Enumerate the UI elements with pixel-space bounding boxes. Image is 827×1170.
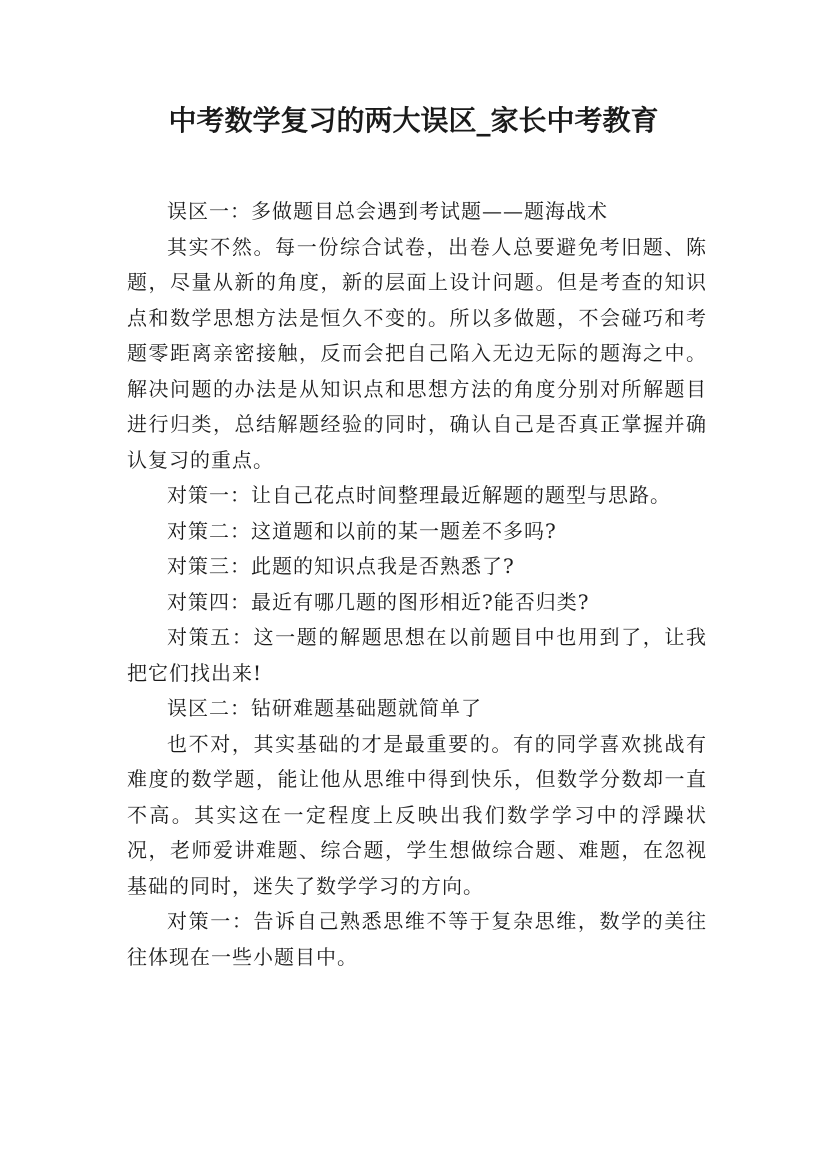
paragraph-misconception-2-strategy-1: 对策一：告诉自己熟悉思维不等于复杂思维，数学的美往往体现在一些小题目中。 — [127, 909, 707, 969]
document-title: 中考数学复习的两大误区_家长中考教育 — [168, 104, 659, 137]
paragraph-strategy-2: 对策二：这道题和以前的某一题差不多吗? — [167, 518, 557, 543]
paragraph-misconception-2-explanation: 也不对，其实基础的才是最重要的。有的同学喜欢挑战有难度的数学题，能让他从思维中得到快乐，但数学分数却一直不高。其实这在一定程度上反映出我们数学学习中的浮躁状况，老师爱讲难题、综合题，学生想做综合题、难题，在忽视基础的同时，迷失了数学学习的方向。 — [127, 731, 707, 898]
paragraph-misconception-1-explanation: 其实不然。每一份综合试卷，出卷人总要避免考旧题、陈题，尽量从新的角度，新的层面上设计问题。但是考查的知识点和数学思想方法是恒久不变的。所以多做题，不会碰巧和考题零距离亲密接触，反而会把自己陷入无边无际的题海之中。解决问题的办法是从知识点和思想方法的角度分别对所解题目进行归类，总结解题经验的同时，确认自己是否真正掌握并确认复习的重点。 — [127, 234, 707, 472]
paragraph-misconception-2-heading: 误区二：钻研难题基础题就简单了 — [167, 696, 482, 720]
paragraph-strategy-3: 对策三：此题的知识点我是否熟悉了? — [167, 554, 515, 578]
document-body — [127, 194, 707, 975]
paragraph-strategy-5: 对策五：这一题的解题思想在以前题目中也用到了，让我把它们找出来! — [127, 625, 707, 685]
paragraph-strategy-4: 对策四：最近有哪几题的图形相近?能否归类? — [167, 589, 590, 614]
paragraph-misconception-1-heading: 误区一：多做题目总会遇到考试题——题海战术 — [167, 199, 608, 223]
paragraph-strategy-1: 对策一：让自己花点时间整理最近解题的题型与思路。 — [167, 483, 671, 507]
